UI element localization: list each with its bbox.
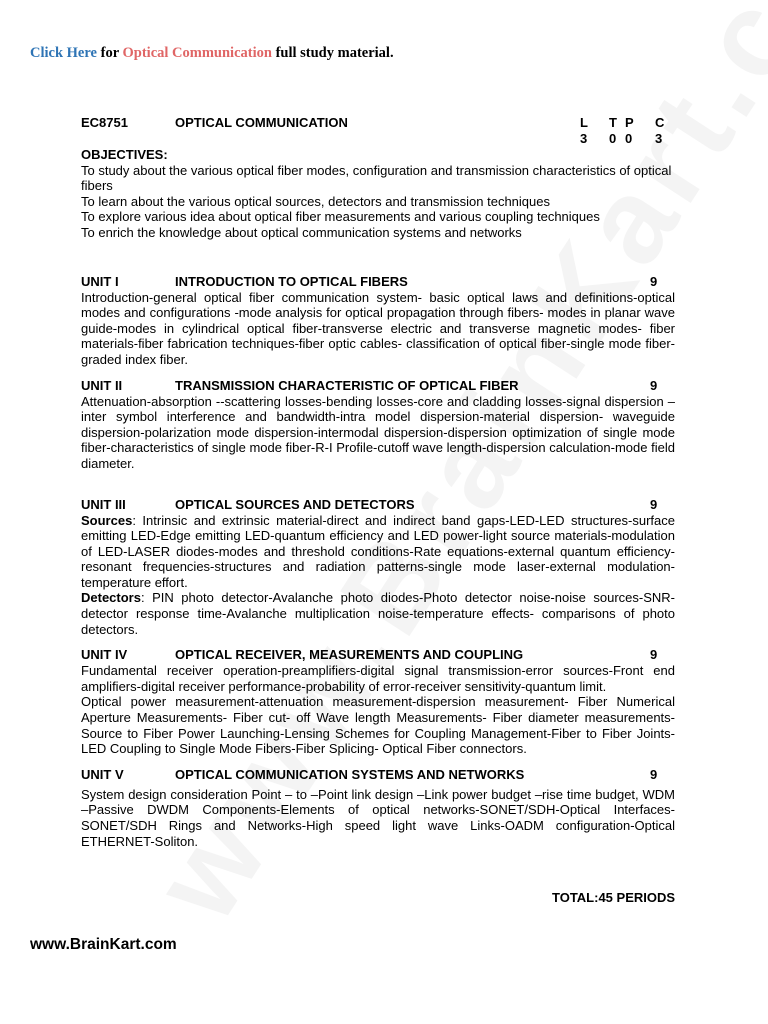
unit-label: UNIT III (81, 496, 126, 512)
unit-title: OPTICAL RECEIVER, MEASUREMENTS AND COUPLING (175, 647, 524, 663)
ltpc-label-t: T (609, 115, 617, 130)
detectors-label: Detectors (81, 590, 141, 606)
unit-label: UNIT II (81, 377, 123, 393)
promo-suffix: full study material. (275, 45, 394, 61)
unit-1 (81, 274, 675, 368)
objective-item: To study about the various optical fiber modes, configuration and transmission characteristics of optical fibers (81, 162, 672, 194)
click-here-link[interactable]: Click Here (30, 45, 97, 61)
sources-label: Sources (81, 512, 133, 528)
objective-item: To learn about the various optical sources, detectors and transmission techniques (81, 193, 550, 209)
unit-2 (81, 378, 675, 472)
unit-hours: 9 (650, 647, 658, 663)
objectives-heading: OBJECTIVES: (81, 147, 168, 162)
unit-heading (81, 274, 675, 290)
unit-body: Fundamental receiver operation-preamplifiers-digital signal transmission-error sources-Front end amplifiers-digital receiver performance-probability of error-receiver sensitivity-quantum limit. (81, 663, 675, 694)
unit-title: INTRODUCTION TO OPTICAL FIBERS (175, 273, 408, 289)
objective-item: To explore various idea about optical fiber measurements and various coupling techniques (81, 209, 600, 225)
ltpc-label-l: L (580, 115, 588, 130)
optical-communication-link[interactable]: Optical Communication (122, 45, 272, 61)
unit-5 (81, 767, 675, 849)
unit-body: Introduction-general optical fiber communication system- basic optical laws and definitions-optical modes and configurations -mode analysis for optical propagation through fibers- modes in planar wave guide-modes in cylindrical optical fiber-transverse electric and transverse magnetic modes- fiber materials-fiber fabrication techniques-fiber optic cables- classification of optical fiber-single mode fiber-graded index fiber. (81, 289, 675, 367)
unit-title: OPTICAL SOURCES AND DETECTORS (175, 496, 415, 512)
detectors-paragraph (81, 590, 675, 637)
unit-body-2: Optical power measurement-attenuation measurement-dispersion measurement- Fiber Numerical Aperture Measurements- Fiber cut- off Wave length Measurements- Fiber diameter measurements-Source to Fiber Power Launching-Lensing Schemes for Coupling Management-Fiber to Fiber Joints-LED Coupling to Single Mode Fibers-Fiber Splicing- Optical Fiber connectors. (81, 694, 675, 757)
unit-body: System design consideration Point – to –Point link design –Link power budget –rise time budget, WDM –Passive DWDM Components-Elements of optical networks-SONET/SDH-Optical Interfaces-SONET/SDH Rings and Networks-High speed light wave Links-OADM configuration-Optical ETHERNET-Soliton. (81, 786, 675, 849)
footer-site: www.BrainKart.com (30, 936, 177, 953)
course-header (81, 115, 675, 147)
unit-label: UNIT IV (81, 647, 128, 663)
total-periods: TOTAL:45 PERIODS (552, 890, 676, 905)
unit-hours: 9 (650, 273, 658, 289)
unit-body: Attenuation-absorption --scattering losses-bending losses-core and cladding losses-signal dispersion –inter symbol interference and bandwidth-intra model dispersion-material dispersion- waveguide dispersion-polarization mode dispersion-intermodal dispersion-dispersion optimization of single mode fiber-characteristics of single mode fiber-R-I Profile-cutoff wave length-dispersion calculation-mode field diameter. (81, 393, 675, 471)
unit-label: UNIT V (81, 766, 124, 782)
unit-label: UNIT I (81, 273, 119, 289)
unit-heading (81, 647, 675, 663)
unit-title: TRANSMISSION CHARACTERISTIC OF OPTICAL FIBER (175, 377, 519, 393)
unit-4 (81, 647, 675, 757)
course-code: EC8751 (81, 115, 128, 130)
unit-hours: 9 (650, 496, 658, 512)
ltpc-label-p: P (625, 115, 634, 130)
unit-heading (81, 497, 675, 513)
unit-hours: 9 (650, 766, 658, 782)
promo-line (30, 45, 394, 62)
unit-heading (81, 767, 675, 783)
ltpc-label-c: C (655, 115, 665, 130)
syllabus-page (81, 115, 675, 849)
objectives-section (81, 147, 675, 241)
unit-heading (81, 378, 675, 394)
ltpc-table (580, 115, 664, 146)
ltpc-value-p: 0 (625, 130, 633, 146)
promo-for: for (100, 45, 119, 61)
sources-body: : Intrinsic and extrinsic material-direct and indirect band gaps-LED-LED structures-surface emitting LED-Edge emitting LED-quantum efficiency and LED power-light source materials-modulation of LED-LASER diodes-modes and threshold conditions-Rate equations-external quantum efficiency-resonant frequencies-structures and radiation patterns-single mode laser-external modulation-temperature effort. (81, 512, 675, 590)
detectors-body: : PIN photo detector-Avalanche photo diodes-Photo detector noise-noise sources-SNR-detector response time-Avalanche multiplication noise-temperature effects- comparisons of photo detectors. (81, 590, 675, 637)
ltpc-value-l: 3 (580, 130, 588, 146)
unit-3 (81, 497, 675, 638)
course-title: OPTICAL COMMUNICATION (175, 115, 348, 130)
objective-item: To enrich the knowledge about optical communication systems and networks (81, 224, 522, 240)
sources-paragraph (81, 513, 675, 591)
ltpc-value-c: 3 (655, 130, 663, 146)
unit-title: OPTICAL COMMUNICATION SYSTEMS AND NETWORKS (175, 766, 525, 782)
unit-hours: 9 (650, 377, 658, 393)
ltpc-value-t: 0 (609, 130, 617, 146)
